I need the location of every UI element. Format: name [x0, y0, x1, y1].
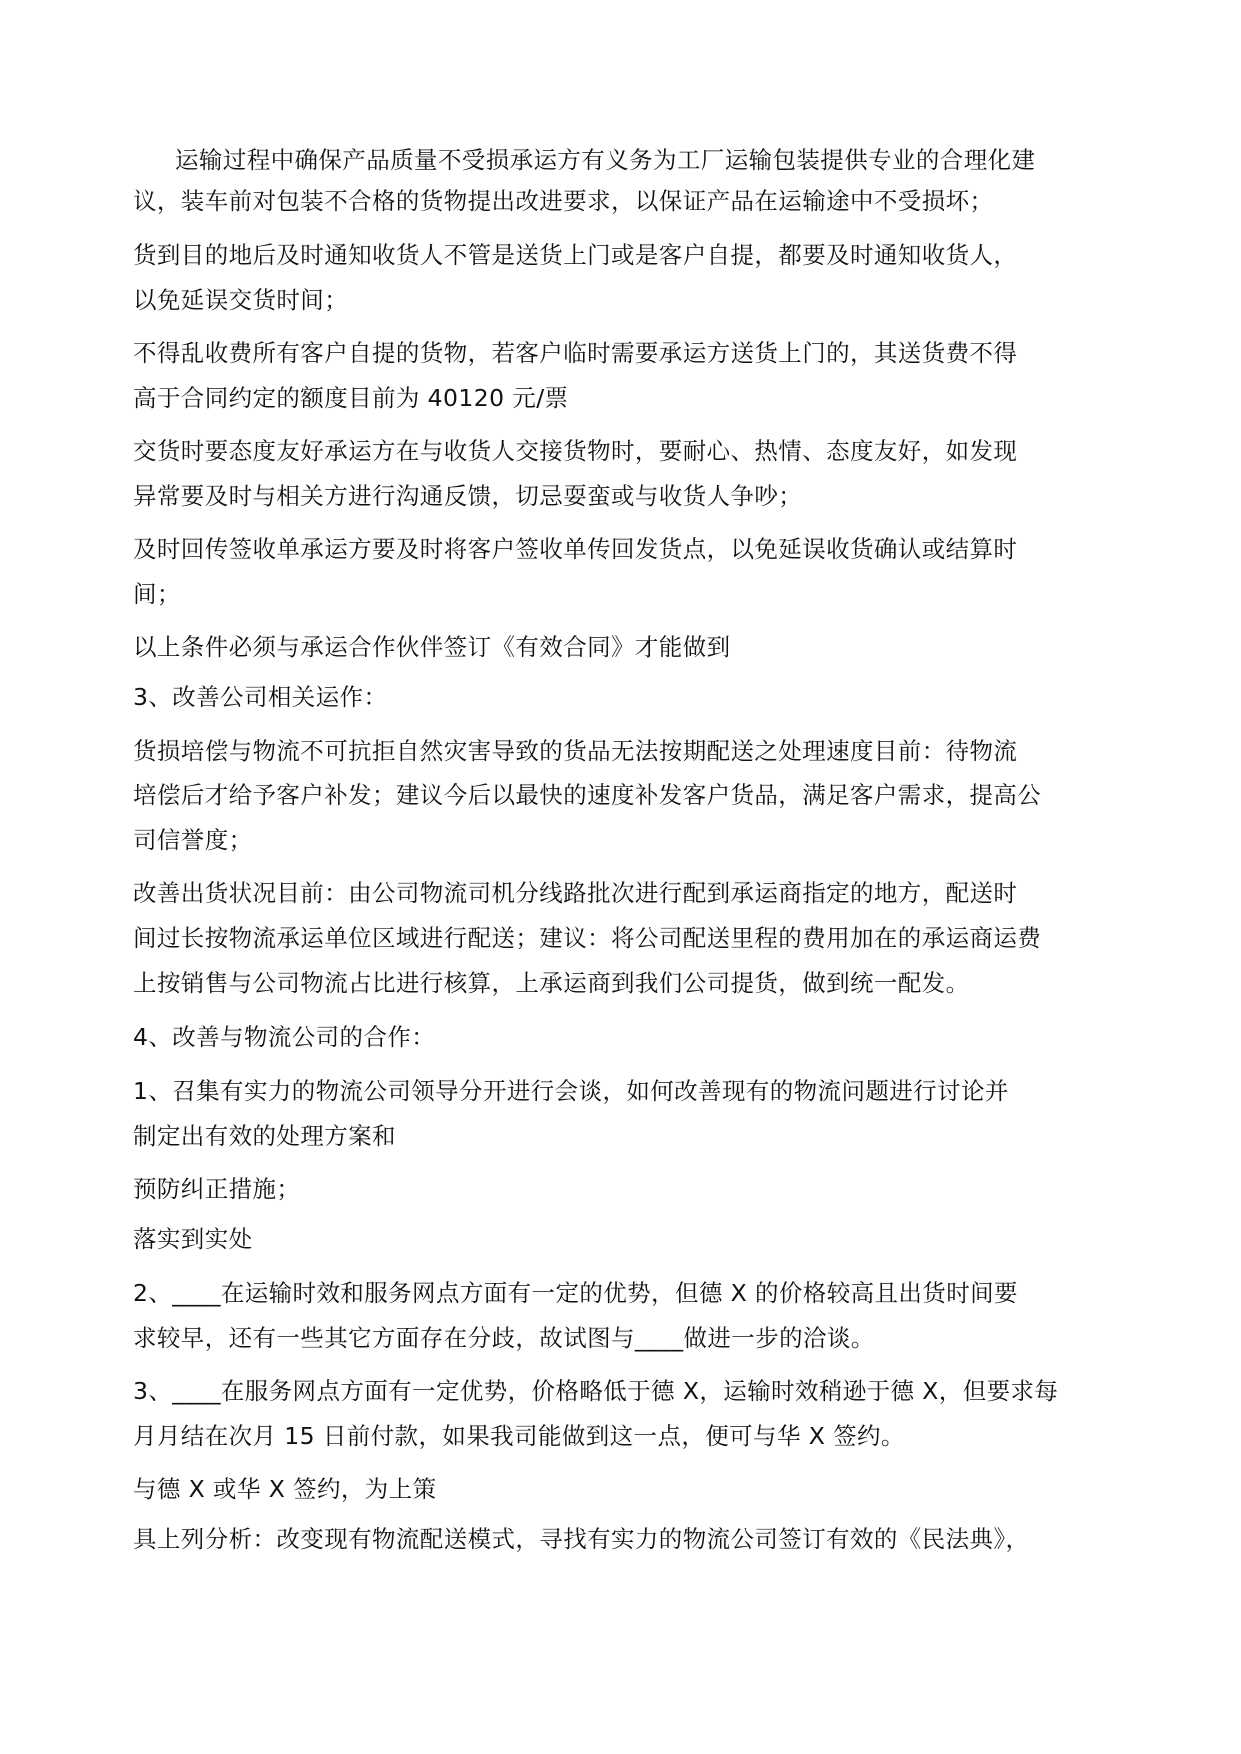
paragraph-line: 以上条件必须与承运合作伙伴签订《有效合同》才能做到 [133, 633, 731, 661]
paragraph-line: 1、召集有实力的物流公司领导分开进行会谈，如何改善现有的物流问题进行讨论并 [133, 1077, 1009, 1105]
paragraph-line: 异常要及时与相关方进行沟通反馈，切忌耍蛮或与收货人争吵； [133, 482, 803, 510]
paragraph-line: 间； [133, 580, 181, 608]
paragraph-line: 改善出货状况目前：由公司物流司机分线路批次进行配到承运商指定的地方，配送时 [133, 879, 1018, 907]
paragraph-line: 落实到实处 [133, 1225, 253, 1253]
paragraph-line: 及时回传签收单承运方要及时将客户签收单传回发货点，以免延误收货确认或结算时 [133, 535, 1018, 563]
paragraph-line: 预防纠正措施； [133, 1175, 301, 1203]
paragraph-line: 以免延误交货时间； [133, 286, 349, 314]
paragraph-line: 月月结在次月 15 日前付款，如果我司能做到这一点，便可与华 X 签约。 [133, 1422, 905, 1450]
paragraph-line: 求较早，还有一些其它方面存在分歧，故试图与____做进一步的洽谈。 [133, 1324, 875, 1352]
paragraph-line: 制定出有效的处理方案和 [133, 1122, 396, 1150]
paragraph-line: 交货时要态度友好承运方在与收货人交接货物时，要耐心、热情、态度友好，如发现 [133, 437, 1018, 465]
paragraph-line: 具上列分析：改变现有物流配送模式，寻找有实力的物流公司签订有效的《民法典》， [133, 1525, 1030, 1553]
paragraph-line: 2、____在运输时效和服务网点方面有一定的优势，但德 X 的价格较高且出货时间要 [133, 1279, 1018, 1307]
paragraph-line: 3、____在服务网点方面有一定优势，价格略低于德 X，运输时效稍逊于德 X，但要求每 [133, 1377, 1059, 1405]
paragraph-line: 上按销售与公司物流占比进行核算，上承运商到我们公司提货，做到统一配发。 [133, 969, 970, 997]
paragraph-line: 高于合同约定的额度目前为 40120 元/票 [133, 384, 569, 412]
section-heading: 4、改善与物流公司的合作： [133, 1023, 436, 1051]
paragraph-line: 运输过程中确保产品质量不受损承运方有义务为工厂运输包装提供专业的合理化建 [175, 146, 1036, 174]
paragraph-line: 间过长按物流承运单位区域进行配送；建议：将公司配送里程的费用加在的承运商运费 [133, 924, 1042, 952]
paragraph-line: 议，装车前对包装不合格的货物提出改进要求，以保证产品在运输途中不受损坏； [133, 187, 994, 215]
paragraph-line: 不得乱收费所有客户自提的货物，若客户临时需要承运方送货上门的，其送货费不得 [133, 339, 1018, 367]
paragraph-line: 司信誉度； [133, 826, 253, 854]
section-heading: 3、改善公司相关运作： [133, 683, 388, 711]
paragraph-line: 货到目的地后及时通知收货人不管是送货上门或是客户自提，都要及时通知收货人， [133, 241, 1018, 269]
paragraph-line: 培偿后才给予客户补发；建议今后以最快的速度补发客户货品，满足客户需求，提高公 [133, 781, 1042, 809]
paragraph-line: 与德 X 或华 X 签约，为上策 [133, 1475, 437, 1503]
paragraph-line: 货损培偿与物流不可抗拒自然灾害导致的货品无法按期配送之处理速度目前：待物流 [133, 737, 1018, 765]
